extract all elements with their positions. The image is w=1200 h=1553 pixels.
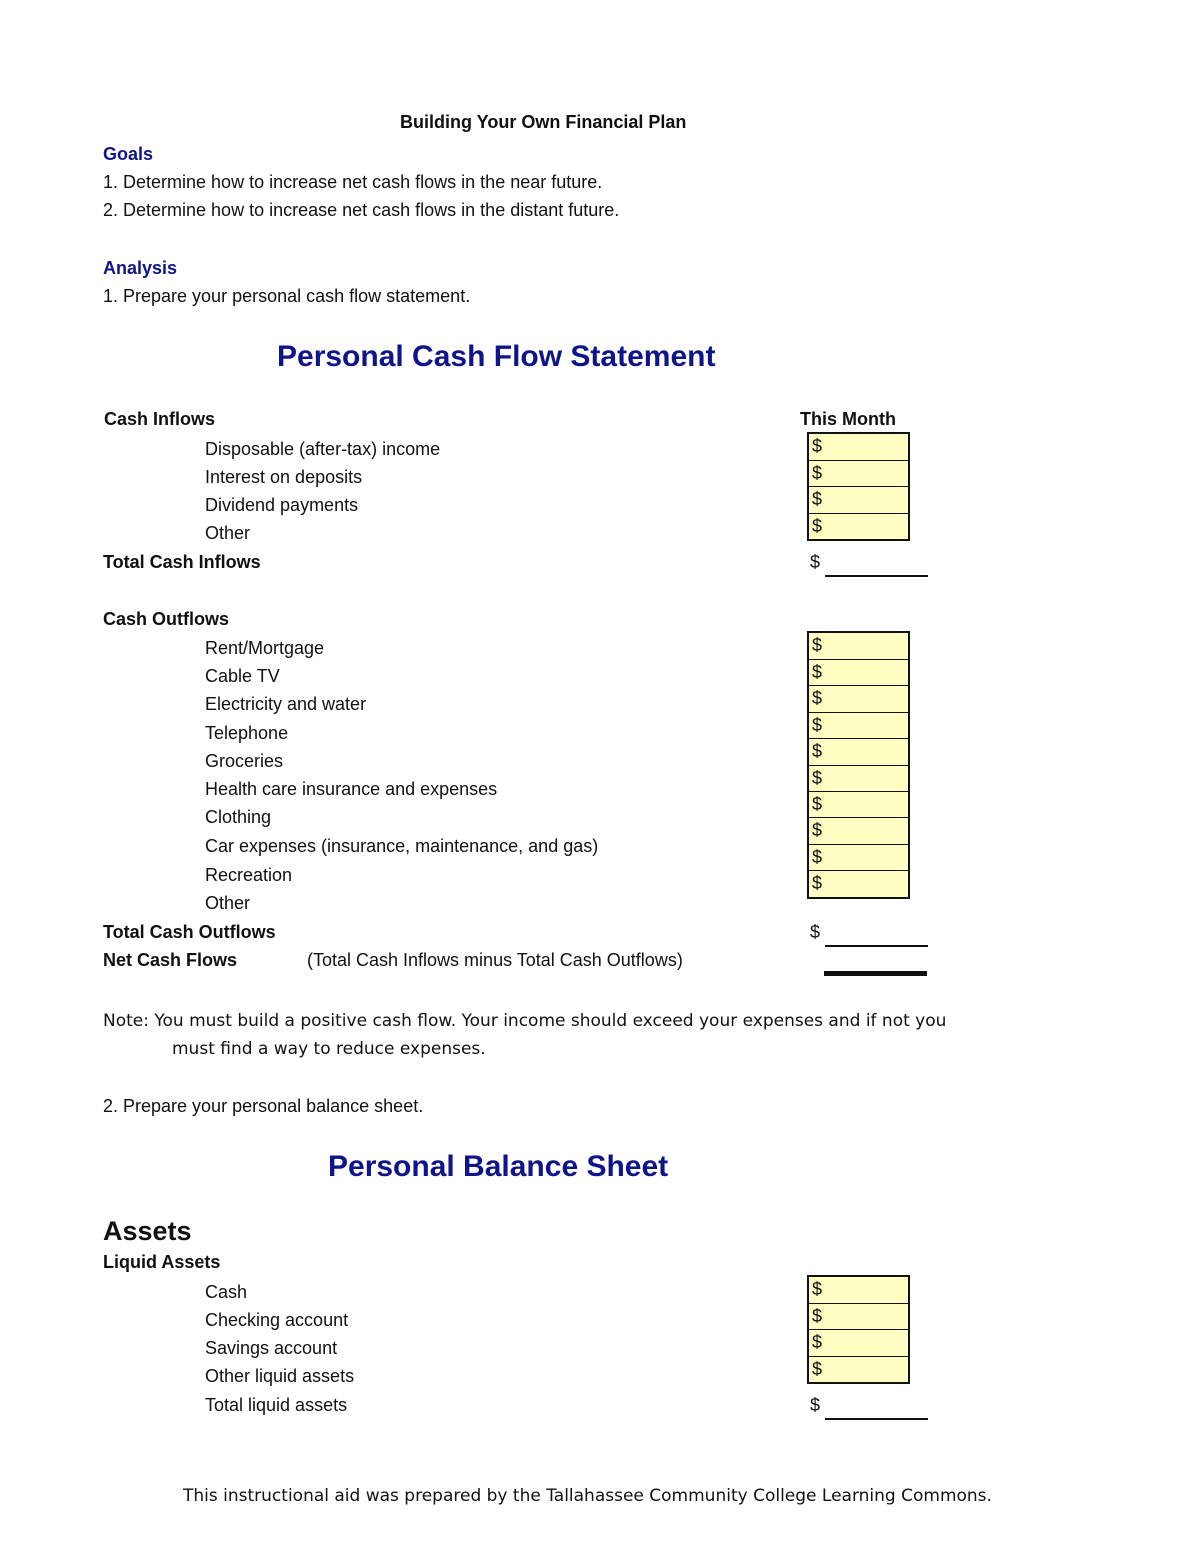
outflow-input-cell[interactable]: $: [809, 712, 908, 738]
total-liquid-assets-label: Total liquid assets: [205, 1395, 348, 1415]
goal-item-2: 2. Determine how to increase net cash flows in the distant future.: [103, 200, 620, 220]
net-cash-flows-label: Net Cash Flows: [103, 950, 238, 970]
note-line-1: Note: You must build a positive cash flow. Your income should exceed your expenses and if not you: [103, 1011, 947, 1031]
liquid-assets-heading: Liquid Assets: [103, 1252, 221, 1272]
analysis-step-2: 2. Prepare your personal balance sheet.: [103, 1096, 424, 1116]
outflow-input-cell[interactable]: $: [809, 870, 908, 896]
inflow-input-cell[interactable]: $: [809, 513, 908, 539]
cash-flow-title: Personal Cash Flow Statement: [277, 340, 716, 373]
document-title: Building Your Own Financial Plan: [400, 112, 687, 132]
inflow-input-cell[interactable]: $: [812, 436, 823, 456]
liquid-asset-label: Checking account: [205, 1310, 349, 1330]
inflow-input-group: [807, 432, 910, 541]
cash-outflows-heading: Cash Outflows: [103, 609, 230, 629]
assets-heading: Assets: [103, 1216, 192, 1246]
inflow-label: Disposable (after-tax) income: [205, 439, 441, 459]
total-underline: [825, 575, 928, 577]
total-underline: [825, 1418, 928, 1420]
note-line-2: must find a way to reduce expenses.: [172, 1039, 486, 1059]
outflow-input-cell[interactable]: $: [812, 635, 823, 655]
liquid-asset-input-group: [807, 1275, 910, 1384]
currency-symbol: $: [810, 1395, 821, 1415]
inflow-input-cell[interactable]: $: [809, 486, 908, 512]
inflow-label: Interest on deposits: [205, 467, 363, 487]
outflow-input-cell[interactable]: $: [809, 738, 908, 764]
total-liquid-assets-value: [810, 1394, 928, 1416]
inflow-input-cell[interactable]: $: [809, 460, 908, 486]
goal-item-1: 1. Determine how to increase net cash flows in the near future.: [103, 172, 603, 192]
outflow-label: Recreation: [205, 865, 293, 885]
liquid-asset-label: Savings account: [205, 1338, 338, 1358]
outflow-label: Health care insurance and expenses: [205, 779, 498, 799]
outflow-label: Clothing: [205, 807, 272, 827]
inflow-label: Dividend payments: [205, 495, 359, 515]
cash-inflows-heading: Cash Inflows: [104, 409, 216, 429]
outflow-label: Telephone: [205, 723, 289, 743]
analysis-step-1: 1. Prepare your personal cash flow statement.: [103, 286, 471, 306]
outflow-input-cell[interactable]: $: [809, 765, 908, 791]
outflow-label: Car expenses (insurance, maintenance, and gas): [205, 836, 599, 856]
outflow-input-group: [807, 631, 910, 899]
liquid-asset-label: Cash: [205, 1282, 248, 1302]
outflow-input-cell[interactable]: $: [809, 817, 908, 843]
analysis-heading: Analysis: [103, 258, 178, 278]
liquid-asset-input-cell[interactable]: $: [809, 1303, 908, 1329]
outflow-label: Electricity and water: [205, 694, 367, 714]
outflow-input-cell[interactable]: $: [809, 685, 908, 711]
liquid-asset-label: Other liquid assets: [205, 1366, 355, 1386]
balance-sheet-title: Personal Balance Sheet: [328, 1150, 669, 1183]
goals-heading: Goals: [103, 144, 154, 164]
liquid-asset-input-cell[interactable]: $: [812, 1279, 823, 1299]
outflow-input-cell[interactable]: $: [809, 791, 908, 817]
outflow-label: Rent/Mortgage: [205, 638, 325, 658]
inflow-label: Other: [205, 523, 251, 543]
currency-symbol: $: [810, 922, 821, 942]
this-month-header: This Month: [800, 409, 896, 429]
currency-symbol: $: [810, 552, 821, 572]
total-outflows-label: Total Cash Outflows: [103, 922, 276, 942]
outflow-label: Other: [205, 893, 251, 913]
total-inflows-label: Total Cash Inflows: [103, 552, 261, 572]
net-cash-flows-line: [824, 971, 927, 976]
total-outflows-value: [810, 921, 928, 943]
total-underline: [825, 945, 928, 947]
outflow-label: Cable TV: [205, 666, 280, 686]
outflow-input-cell[interactable]: $: [809, 844, 908, 870]
liquid-asset-input-cell[interactable]: $: [809, 1356, 908, 1382]
footer-credit: This instructional aid was prepared by the Tallahassee Community College Learning Commons.: [183, 1486, 992, 1506]
net-cash-flows-formula: (Total Cash Inflows minus Total Cash Outflows): [307, 950, 683, 970]
total-inflows-value: [810, 551, 928, 573]
outflow-input-cell[interactable]: $: [809, 659, 908, 685]
liquid-asset-input-cell[interactable]: $: [809, 1329, 908, 1355]
outflow-label: Groceries: [205, 751, 284, 771]
